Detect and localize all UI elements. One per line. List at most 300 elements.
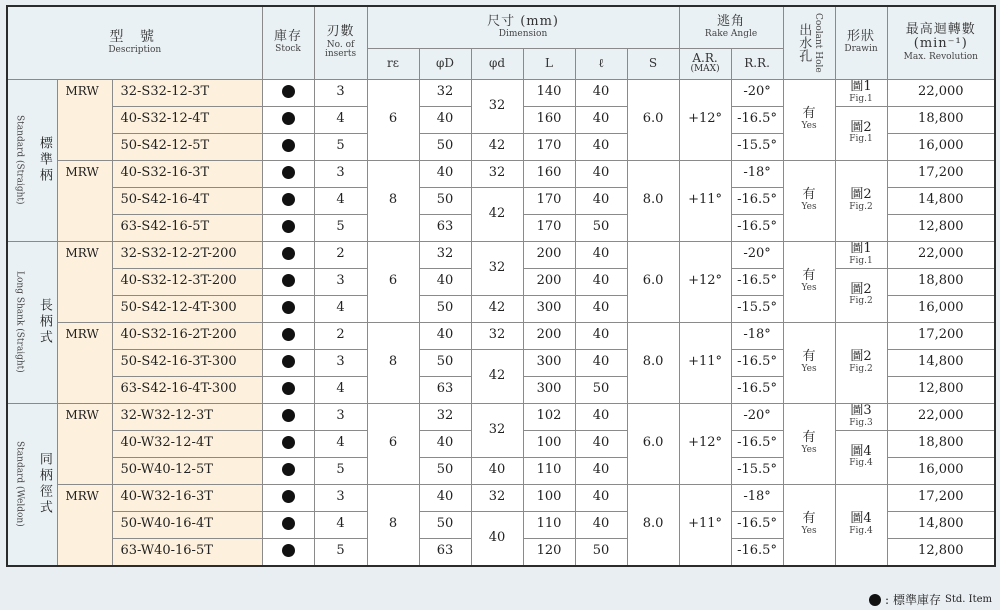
revolution-cell: 17,200 <box>887 160 995 187</box>
series-label <box>57 403 112 484</box>
L-cell: 120 <box>523 538 575 566</box>
model-code: 40-S32-12-4T <box>112 106 262 133</box>
group-en: Standard (Straight) <box>14 115 25 205</box>
model-code: 63-S42-16-5T <box>112 214 262 241</box>
subcol-d: φd <box>471 48 523 79</box>
L-cell: 110 <box>523 457 575 484</box>
model-code: 63-W40-16-5T <box>112 538 262 566</box>
model-code: 40-W32-16-3T <box>112 484 262 511</box>
d-cell: 42 <box>471 295 523 322</box>
stock-cell <box>262 322 314 349</box>
model-code: 50-S42-12-5T <box>112 133 262 160</box>
figure-zh: 圖1 <box>850 79 872 95</box>
l-cell: 40 <box>575 160 627 187</box>
rr-cell: -16.5° <box>731 187 783 214</box>
ar-cell: +12° <box>679 79 731 160</box>
S-cell: 8.0 <box>627 484 679 566</box>
coolant-cell <box>783 322 835 403</box>
D-cell: 32 <box>419 79 471 106</box>
S-cell: 8.0 <box>627 160 679 241</box>
subcol-rr: R.R. <box>731 48 783 79</box>
inserts-cell: 4 <box>314 106 367 133</box>
model-code: 63-S42-16-4T-300 <box>112 376 262 403</box>
revolution-cell: 14,800 <box>887 187 995 214</box>
L-cell: 102 <box>523 403 575 430</box>
rev-unit: (min⁻¹) <box>913 36 968 52</box>
S-cell: 8.0 <box>627 322 679 403</box>
table-row <box>7 322 995 349</box>
legend-sep: : <box>884 592 889 607</box>
model-code: 32-S32-12-3T <box>112 79 262 106</box>
figure-cell <box>835 322 887 403</box>
rr-cell: -16.5° <box>731 268 783 295</box>
D-cell: 50 <box>419 133 471 160</box>
inserts-cell: 4 <box>314 430 367 457</box>
D-cell: 32 <box>419 403 471 430</box>
series-text: MRW <box>65 245 99 260</box>
figure-cell <box>835 484 887 566</box>
L-cell: 300 <box>523 349 575 376</box>
figure-en: Fig.2 <box>849 296 873 307</box>
l-cell: 40 <box>575 241 627 268</box>
D-cell: 63 <box>419 376 471 403</box>
coolant-cell <box>783 79 835 160</box>
stock-cell <box>262 214 314 241</box>
col-rake-angle <box>679 6 783 48</box>
inserts-cell: 5 <box>314 133 367 160</box>
ar-cell: +11° <box>679 484 731 566</box>
inserts-cell: 4 <box>314 295 367 322</box>
col-description <box>7 6 262 79</box>
subcol-S: S <box>627 48 679 79</box>
S-cell: 6.0 <box>627 403 679 484</box>
rr-cell: -20° <box>731 403 783 430</box>
figure-en: Fig.4 <box>849 525 873 536</box>
L-cell: 100 <box>523 430 575 457</box>
L-cell: 140 <box>523 79 575 106</box>
figure-en: Fig.4 <box>849 458 873 469</box>
L-cell: 170 <box>523 133 575 160</box>
stock-dot-icon <box>282 85 295 98</box>
table-row <box>7 241 995 268</box>
inserts-cell: 3 <box>314 484 367 511</box>
L-cell: 160 <box>523 160 575 187</box>
D-cell: 50 <box>419 187 471 214</box>
stock-en: Stock <box>275 44 301 55</box>
D-cell: 32 <box>419 241 471 268</box>
series-label <box>57 241 112 322</box>
figure-en: Fig.2 <box>849 363 873 374</box>
d-cell: 42 <box>471 349 523 403</box>
revolution-cell: 16,000 <box>887 133 995 160</box>
revolution-cell: 18,800 <box>887 430 995 457</box>
rr-cell: -18° <box>731 484 783 511</box>
model-code: 50-W40-12-5T <box>112 457 262 484</box>
figure-zh: 圖4 <box>850 511 872 527</box>
D-cell: 50 <box>419 349 471 376</box>
L-cell: 200 <box>523 322 575 349</box>
ar-cell: +11° <box>679 322 731 403</box>
revolution-cell: 18,800 <box>887 106 995 133</box>
group-label <box>7 241 57 403</box>
stock-cell <box>262 241 314 268</box>
subcol-re: rε <box>367 48 419 79</box>
rr-cell: -15.5° <box>731 457 783 484</box>
re-cell: 8 <box>367 322 419 403</box>
stock-cell <box>262 133 314 160</box>
rr-cell: -15.5° <box>731 133 783 160</box>
revolution-cell: 14,800 <box>887 349 995 376</box>
figure-cell <box>835 160 887 241</box>
revolution-cell: 12,800 <box>887 214 995 241</box>
table-row <box>7 79 995 106</box>
L-cell: 160 <box>523 106 575 133</box>
re-cell: 6 <box>367 241 419 322</box>
d-cell: 32 <box>471 160 523 187</box>
rr-cell: -16.5° <box>731 511 783 538</box>
rr-cell: -16.5° <box>731 214 783 241</box>
rake-en: Rake Angle <box>704 28 758 39</box>
figure-zh: 圖3 <box>850 403 872 419</box>
l-cell: 50 <box>575 214 627 241</box>
subcol-D: φD <box>419 48 471 79</box>
d-cell: 40 <box>471 457 523 484</box>
series-label <box>57 160 112 241</box>
figure-en: Fig.2 <box>849 201 873 212</box>
l-cell: 40 <box>575 79 627 106</box>
legend <box>869 591 992 608</box>
group-label <box>7 403 57 566</box>
d-cell: 32 <box>471 322 523 349</box>
d-cell: 32 <box>471 241 523 295</box>
subcol-L: L <box>523 48 575 79</box>
figure-en: Fig.1 <box>849 255 873 266</box>
figure-zh: 圖1 <box>850 241 872 257</box>
l-cell: 40 <box>575 349 627 376</box>
stock-dot-icon <box>282 355 295 368</box>
rr-cell: -16.5° <box>731 106 783 133</box>
table-row <box>7 484 995 511</box>
revolution-cell: 17,200 <box>887 322 995 349</box>
rr-cell: -15.5° <box>731 295 783 322</box>
inserts-cell: 4 <box>314 187 367 214</box>
figure-en: Fig.1 <box>849 134 873 145</box>
model-code: 50-W40-16-4T <box>112 511 262 538</box>
figure-zh: 圖2 <box>850 119 872 135</box>
l-cell: 40 <box>575 295 627 322</box>
inserts-cell: 4 <box>314 511 367 538</box>
stock-cell <box>262 511 314 538</box>
rr-cell: -16.5° <box>731 430 783 457</box>
inserts-cell: 4 <box>314 376 367 403</box>
col-max-revolution <box>887 6 995 79</box>
stock-cell <box>262 79 314 106</box>
inserts-cell: 3 <box>314 160 367 187</box>
inserts-cell: 2 <box>314 241 367 268</box>
D-cell: 50 <box>419 457 471 484</box>
l-cell: 40 <box>575 268 627 295</box>
D-cell: 40 <box>419 268 471 295</box>
l-cell: 50 <box>575 538 627 566</box>
stock-cell <box>262 268 314 295</box>
d-cell: 32 <box>471 403 523 457</box>
inserts-cell: 3 <box>314 268 367 295</box>
coolant-zh: 有 <box>802 106 816 122</box>
group-en: Standard (Weldon) <box>14 441 25 527</box>
L-cell: 200 <box>523 241 575 268</box>
stock-dot-icon <box>282 490 295 503</box>
d-cell: 32 <box>471 79 523 133</box>
coolant-en: Yes <box>801 363 817 374</box>
spec-table <box>6 5 996 567</box>
coolant-zh: 有 <box>802 511 816 527</box>
re-cell: 6 <box>367 79 419 160</box>
stock-dot-icon <box>282 301 295 314</box>
revolution-cell: 18,800 <box>887 268 995 295</box>
l-cell: 40 <box>575 322 627 349</box>
rr-cell: -20° <box>731 241 783 268</box>
ar-cell: +12° <box>679 241 731 322</box>
desc-zh: 型 號 <box>109 28 160 45</box>
model-code: 50-S42-16-3T-300 <box>112 349 262 376</box>
l-cell: 40 <box>575 403 627 430</box>
D-cell: 40 <box>419 430 471 457</box>
S-cell: 6.0 <box>627 79 679 160</box>
stock-dot-icon <box>282 436 295 449</box>
d-cell: 42 <box>471 133 523 160</box>
model-code: 40-S32-16-2T-200 <box>112 322 262 349</box>
spec-body <box>7 79 995 566</box>
coolant-cell <box>783 484 835 566</box>
rr-cell: -16.5° <box>731 376 783 403</box>
d-cell: 42 <box>471 187 523 241</box>
coolant-en: Yes <box>801 444 817 455</box>
drawing-en: Drawin <box>844 44 878 55</box>
figure-cell <box>835 79 887 106</box>
model-code: 40-S32-12-3T-200 <box>112 268 262 295</box>
l-cell: 40 <box>575 484 627 511</box>
coolant-cell <box>783 160 835 241</box>
revolution-cell: 22,000 <box>887 403 995 430</box>
model-code: 32-W32-12-3T <box>112 403 262 430</box>
figure-cell <box>835 268 887 322</box>
series-text: MRW <box>65 326 99 341</box>
rake-zh: 逃角 <box>717 13 746 29</box>
l-cell: 50 <box>575 376 627 403</box>
D-cell: 40 <box>419 322 471 349</box>
D-cell: 40 <box>419 106 471 133</box>
L-cell: 170 <box>523 187 575 214</box>
revolution-cell: 12,800 <box>887 538 995 566</box>
inserts-cell: 2 <box>314 322 367 349</box>
stock-dot-icon <box>282 274 295 287</box>
subcol-ar <box>679 48 731 79</box>
stock-cell <box>262 484 314 511</box>
inserts-cell: 5 <box>314 214 367 241</box>
figure-zh: 圖4 <box>850 443 872 459</box>
col-drawing <box>835 6 887 79</box>
inserts-cell: 5 <box>314 538 367 566</box>
coolant-en: Yes <box>801 120 817 131</box>
D-cell: 50 <box>419 511 471 538</box>
L-cell: 100 <box>523 484 575 511</box>
stock-cell <box>262 349 314 376</box>
coolant-zh: 有 <box>802 430 816 446</box>
revolution-cell: 22,000 <box>887 241 995 268</box>
L-cell: 300 <box>523 295 575 322</box>
col-dimension <box>367 6 679 48</box>
model-code: 32-S32-12-2T-200 <box>112 241 262 268</box>
stock-cell <box>262 295 314 322</box>
coolant-en: Coolant Hole <box>813 12 824 73</box>
subcol-l: ℓ <box>575 48 627 79</box>
series-text: MRW <box>65 407 99 422</box>
figure-cell <box>835 241 887 268</box>
series-label <box>57 322 112 403</box>
drawing-zh: 形狀 <box>847 29 876 45</box>
L-cell: 170 <box>523 214 575 241</box>
l-cell: 40 <box>575 430 627 457</box>
series-label <box>57 79 112 160</box>
dim-zh: 尺寸 (mm) <box>487 13 559 29</box>
l-cell: 40 <box>575 457 627 484</box>
rev-en: Max. Revolution <box>903 51 978 62</box>
stock-cell <box>262 106 314 133</box>
stock-cell <box>262 538 314 566</box>
l-cell: 40 <box>575 511 627 538</box>
S-cell: 6.0 <box>627 241 679 322</box>
stock-cell <box>262 376 314 403</box>
rr-cell: -16.5° <box>731 538 783 566</box>
revolution-cell: 16,000 <box>887 457 995 484</box>
stock-zh: 庫存 <box>274 29 303 45</box>
re-cell: 8 <box>367 160 419 241</box>
D-cell: 40 <box>419 160 471 187</box>
stock-dot-icon <box>869 594 881 606</box>
revolution-cell: 22,000 <box>887 79 995 106</box>
figure-cell <box>835 106 887 160</box>
model-code: 40-W32-12-4T <box>112 430 262 457</box>
inserts-cell: 3 <box>314 403 367 430</box>
ar-label: A.R. <box>692 50 718 65</box>
l-cell: 40 <box>575 133 627 160</box>
inserts-cell: 3 <box>314 349 367 376</box>
D-cell: 63 <box>419 214 471 241</box>
group-zh: 長柄式 <box>36 298 52 346</box>
stock-dot-icon <box>282 112 295 125</box>
coolant-zh: 出水孔 <box>796 23 812 63</box>
stock-cell <box>262 160 314 187</box>
coolant-zh: 有 <box>802 187 816 203</box>
rr-cell: -18° <box>731 322 783 349</box>
dim-en: Dimension <box>498 28 548 39</box>
stock-dot-icon <box>282 220 295 233</box>
l-cell: 40 <box>575 106 627 133</box>
col-coolant <box>783 6 835 79</box>
table-row <box>7 160 995 187</box>
D-cell: 40 <box>419 484 471 511</box>
col-stock <box>262 6 314 79</box>
stock-dot-icon <box>282 166 295 179</box>
rev-zh: 最高迴轉數 <box>905 22 976 37</box>
stock-dot-icon <box>282 139 295 152</box>
coolant-en: Yes <box>801 525 817 536</box>
group-label <box>7 79 57 241</box>
l-cell: 40 <box>575 187 627 214</box>
stock-dot-icon <box>282 409 295 422</box>
figure-cell <box>835 430 887 484</box>
d-cell: 32 <box>471 484 523 511</box>
d-cell: 40 <box>471 511 523 566</box>
stock-dot-icon <box>282 328 295 341</box>
legend-zh: 標準庫存 <box>892 593 941 607</box>
coolant-zh: 有 <box>802 349 816 365</box>
inserts-en: No. of inserts <box>324 39 357 60</box>
D-cell: 50 <box>419 295 471 322</box>
rr-cell: -20° <box>731 79 783 106</box>
inserts-zh: 刃數 <box>326 24 355 40</box>
legend-en: Std. Item <box>945 594 992 605</box>
col-inserts <box>314 6 367 79</box>
figure-zh: 圖2 <box>850 187 872 203</box>
series-text: MRW <box>65 488 99 503</box>
rr-cell: -18° <box>731 160 783 187</box>
desc-en: Description <box>108 45 162 55</box>
stock-dot-icon <box>282 193 295 206</box>
revolution-cell: 14,800 <box>887 511 995 538</box>
L-cell: 110 <box>523 511 575 538</box>
figure-cell <box>835 403 887 430</box>
model-code: 40-S32-16-3T <box>112 160 262 187</box>
figure-en: Fig.3 <box>849 417 873 428</box>
revolution-cell: 12,800 <box>887 376 995 403</box>
inserts-cell: 3 <box>314 79 367 106</box>
L-cell: 200 <box>523 268 575 295</box>
coolant-zh: 有 <box>802 268 816 284</box>
figure-en: Fig.1 <box>849 93 873 104</box>
table-row <box>7 403 995 430</box>
model-code: 50-S42-12-4T-300 <box>112 295 262 322</box>
coolant-cell <box>783 241 835 322</box>
revolution-cell: 17,200 <box>887 484 995 511</box>
re-cell: 6 <box>367 403 419 484</box>
L-cell: 300 <box>523 376 575 403</box>
series-text: MRW <box>65 83 99 98</box>
stock-cell <box>262 187 314 214</box>
coolant-cell <box>783 403 835 484</box>
rr-cell: -16.5° <box>731 349 783 376</box>
ar-cell: +12° <box>679 403 731 484</box>
stock-dot-icon <box>282 247 295 260</box>
stock-cell <box>262 403 314 430</box>
series-label <box>57 484 112 566</box>
coolant-en: Yes <box>801 282 817 293</box>
stock-dot-icon <box>282 463 295 476</box>
ar-note: (MAX) <box>690 64 720 75</box>
re-cell: 8 <box>367 484 419 566</box>
series-text: MRW <box>65 164 99 179</box>
group-zh: 同柄徑式 <box>36 452 52 516</box>
stock-cell <box>262 457 314 484</box>
group-zh: 標準柄 <box>36 136 52 184</box>
revolution-cell: 16,000 <box>887 295 995 322</box>
D-cell: 63 <box>419 538 471 566</box>
group-en: Long Shank (Straight) <box>14 271 25 373</box>
figure-zh: 圖2 <box>850 281 872 297</box>
ar-cell: +11° <box>679 160 731 241</box>
figure-zh: 圖2 <box>850 349 872 365</box>
coolant-en: Yes <box>801 201 817 212</box>
